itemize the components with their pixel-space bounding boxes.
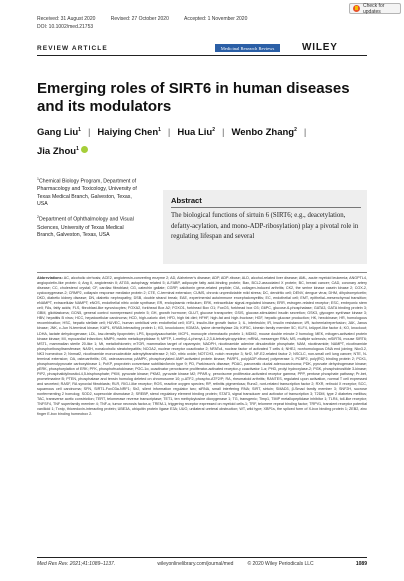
author-name[interactable]: Gang Liu$^1$ [37,127,81,139]
author-name[interactable]: Jia Zhou$^1$ [37,146,79,158]
check-for-updates-label: Check for updates [363,2,385,15]
crossmark-icon [353,5,360,12]
abstract-box [163,190,367,264]
article-title: Emerging roles of SIRT6 in human diseases and its modulators [37,80,350,115]
received-date: Received: 31 August 2020 [37,16,96,22]
doi[interactable]: DOI: 10.1002/med.21753 [37,24,94,31]
abbreviations-label: Abbreviations: [37,276,63,280]
accepted-date: Accepted: 1 November 2020 [184,16,248,22]
author-list [37,122,367,160]
orcid-icon[interactable] [81,146,88,153]
page-footer [37,561,367,567]
author-name[interactable]: Haiying Chen$^1$ [97,127,161,139]
check-for-updates-button[interactable] [349,3,401,14]
author-separator: | [222,127,225,139]
abbreviations-divider [37,272,367,273]
abstract-divider [171,207,361,208]
author-name[interactable]: Wenbo Zhang$^2$ [231,127,297,139]
abbreviations-text: AC, alcoholic cirrhosis; ACE2, angiotensin-converting enzyme 2; AD, Alzheimer's disease; ADP, ADP-ribose; ALD, alcohol-related liver disease; AML, acute myeloid leukemia; ANGPTL4, angiopoietin-like protein 4; Ang II, angiotensin II; ATG5, autophagy related 5; A-FABP, adipocyte fatty acid-binding protein; Bax, BCL2-associated X protein; BC, breast cancer; CAD, coronary artery disease; CC, cholesterol crystal; CF, cardiac fibroblast; CG, catechin gallate; CGRP, calcitonin gene-related peptide; CIA, collagen-induced arthritis; CK2, the serine kinase casein kinase 2; COX-2, cyclooxygenase-2; CRMP2, collapsin response mediator protein 2; CTE, C-terminal extension; CUMS, chronic unpredictable mild stress; DC, dendritic cell; DENV, dengue virus; DHM, dihydromyricetin; DKD, diabetic kidney disease; DN, diabetic nephropathy; DSB, double strand break; EAE, experimental autoimmune encephalomyelitis; EC, endothelial cell; EMT, epithelial–mesenchymal transition; eNAMPT, extracellular NAMPT; eNOS, endothelial nitric oxide synthase; ER, endoplasmic reticulum; ERK, extracellular signal-regulated kinases; ERR, estrogen-related receptor; ESC, embryonic stem cell; FAs, fatty acids; FLS, fibroblast-like synoviocytes; FOXA2, forkhead Box A2; FOXO1, forkhead Box O1; FoxO3, forkhead box O3; G6PC, glucose-6-phosphatase; GATA3, GATA binding protein 3; GBM, glioblastoma; GCN5, general control nonrepressed protein 5; GH, growth hormone; GLUT, glucose transporter; GSIS, glucose-stimulated insulin secretion; GSK3, glycogen synthase kinase 3; HBV, hepatitis B virus; HCC, hepatocellular carcinoma; HCD, high-caloric diet; HFD, high fat diet; HFHF, high-fat and high-fructose; HGF, hepatic glucose production; HK, hexokinase; HR, homologous recombination; HSC, hepatic stellate cell; HUVEC, human umbilical vein endothelial cell; IGF1, insulin-like growth factor 1; IL, interleukin; IR, insulin resistance; I/R, ischemia/reperfusion; JAK, Janus kinase; JNK, c-Jun N-terminal kinase; KAP1, KRAB-interacting protein 1; KD, knockdown; KDM2A, lysine demethylase 2A; KIF5C, kinesin family member 5C; KLF4, krüppel-like factor 4; KO, knockout; LDHA, lactate dehydrogenase; LDL, low-density lipoprotein; LPS, lipopolysaccharide; MCP1, monocyte chemotactic protein 1; MDM2, mouse double minute 2 homolog; MEK, mitogen-activated protein kinase kinase; MI, myocardial infarction; MMP9, matrix metallopeptidase 9; MPTP, 1-methyl-4-phenyl-1,2,3,6-tetrahydropyridine; mRNA, messenger RNA; MS, multiple sclerosis; mSIRT6, mouse SIRT6; MST1, mammalian sterile 20-like 1; Mt, metallothionein; mTOR, mammalian target of rapamycin; NADPH, nicotinamide adenine dinucleotide phosphate; NAM, nicotinamide; NAMPT, nicotinamide phosphoribosyltransferase; NASH, nonalcoholic steatohepatitis; NCOA2, nuclear receptor coactivator 2; NFATc4, nuclear factor of activated T cells 4; NHEJ, nonhomologous DNA end joining; Nkx3.2, NK3 homeobox 2; Nnmat2, nicotinamide mononucleotide adenylyltransferase 2; NO, nitric oxide; NOTCH3, notch receptor 3; Nrf2, NF-E2-related factor 2; NSCLC, non-small cell lung cancer; NTE, N-terminal extension; OA, osteoarthritis; OS, osteosarcoma; pAMPK, phosphorylated AMP-activated protein kinase; PARP1, poly(ADP-ribose) polymerase 1; PCBP2, poly(RC) binding protein 2; PCK1, phosphoenolpyruvate carboxykinase 1; PcKP, proprotein convertase subtilisin/kexin type 9; PD, Parkinson's disease; PDAC, pancreatic ductal adenocarcinoma; PDK, pyruvate dehydrogenase kinase; pERK, phosphorylation of ERK; PFK, phosphofructokinase; PGC-1α, coactivator peroxisome proliferator-activated receptor-γ coactivator 1-α; PHD, prolyl hydroxylase-2; PI3K, phosphoinositide 3-kinase; PIP2, phosphatidylinositol-4,5-bisphosphate; PKM, pyruvate kinase; PKM2, pyruvate kinase M2; PPAR-γ, peroxisome proliferator-activated receptor gamma; PPP, pentose phosphate pathway; Pr-bet, prometmaxine B; PTEN, phosphatase and tensin homolog deleted on chromosome 10; p-ATF2, phospho-ATF2/P; RA, rheumatoid arthritis; RANTES, regulated upon activation, normal T cell expressed and secreted; RASF, RA synovial fibroblasts; RLR, RIG-I-like receptor; ROS, reactive oxygen species; RP, retinitis pigmentosa; Runx2, runt-related transcription factor 2; RXR, retinoid X receptor; SCC, squamous cell carcinoma; SFN, SIRT1-FoxO3a-NRF1; Sir2, silent information regulator two; siRNA, small interfering RNA; SIRT, sirtuin; SMAD3, β-Smad family member 3; SNF2H, sucrose nonfermenting 2 homolog; SOD2, superoxide dismutase 2; SREBP, sterol regulatory element binding protein; STAT3, signal transducer and activator of transcription 3; T2DM, type 2 diabetes mellitus; TAC, transverse aortic constriction; TERT, telomerase reverse transcriptase; TET1, ten methylcytosine dioxygenase 1; TG, transgenic; Timp1, TIMP metallopeptidase inhibitor 1; TLR4, toll-like receptor; TNFSF4, TNF superfamily member 4; TNF-α, tumor necrosis factor-α; TREM-1, triggering receptor expressed on myeloid cells-1; TRF, telomere repeat binding factor; TRPV1, transient receptor potential vanilloid 1; Txnip, thioredoxin-interacting protein; UBE3A, ubiquitin protein ligase E3A; UUO, unilateral ureteral obstruction; WT, wild type; XBP1s, the spliced form of X-box binding protein 1; ZEB2, zinc finger E-box binding homeobox 2. [37,276,367,417]
abstract-text: The biological functions of sirtuin 6 (SIRT6; e.g., deacetylation, defatty-acylation, and mono-ADP-ribosylation) play a pivotal role in regulating lifespan and several [171,212,359,241]
abstract-heading: Abstract [171,196,202,205]
journal-citation: Med Res Rev. 2021;41:1089–1137. [37,561,116,567]
copyright: © 2020 Wiley Periodicals LLC [247,561,314,567]
affiliations [37,176,141,245]
author-separator: | [167,127,171,139]
header-divider [37,55,367,56]
journal-url[interactable]: wileyonlinelibrary.com/journal/med [157,561,234,567]
abbreviations-block [37,276,367,555]
footer-divider [37,557,367,558]
article-type: REVIEW ARTICLE [37,45,108,52]
publisher-logo: WILEY [302,42,338,53]
author-name[interactable]: Hua Liu$^2$ [177,127,215,139]
journal-banner: Medicinal Research Reviews [215,44,280,52]
affiliation: $^1$Chemical Biology Program, Department of Pharmacology and Toxicology, University of Texas Medical Branch, Galveston, Texas, USA [37,177,137,207]
author-separator: | [87,127,91,139]
page-number: 1089 [355,561,367,567]
revised-date: Revised: 27 October 2020 [110,16,169,22]
author-separator: | [303,127,307,139]
article-history [37,16,367,32]
affiliation: $^2$Department of Ophthalmology and Visual Sciences, University of Texas Medical Branch, Galveston, Texas, USA [37,215,134,238]
